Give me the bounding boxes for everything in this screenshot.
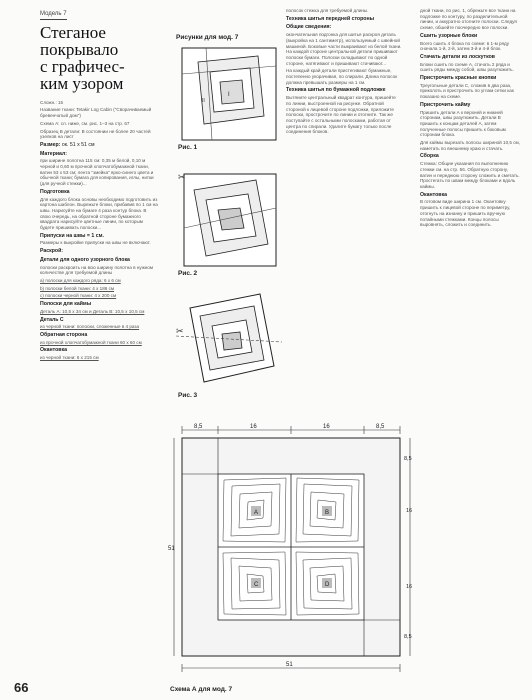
detail-c-text: из черной ткани: полоски, сложенные в 4 раза (40, 324, 140, 330)
figure-2-label: Рис. 2 (178, 270, 198, 277)
dim-top-1: 8,5 (194, 424, 203, 430)
cut-text: b) полоски белой ткани: 4 х 186 см (40, 285, 115, 291)
figure-3-diagram (176, 286, 282, 394)
dim-top-2: 16 (250, 424, 257, 430)
paper-text: Вытяните центральный квадрат контура, пришейте по линии, выстроенной на рисунке. Обратной стороной к лицевой стороне подложки, приложите полоски, прострочите по линии и отогните. Так же поступайте с остальными полосками, работая от центра по спирали. Удалите бумагу только после соединения блоков. (286, 95, 396, 135)
binding-text: В готовом виде ширина 1 см. Окантовку пришить к лицевой стороне по периметру, отогнуть на изнанку и пришить вручную потайными стежками. Концы полосы выровнять, сложить и соединить. (420, 199, 511, 228)
cut-text: полоски раскроить на всю ширину полотна в нужном количестве для требуемой длины (40, 264, 154, 276)
dim-left: 51 (168, 546, 175, 552)
blocks-heading: Сшить узорные блоки (420, 32, 478, 39)
border-text: Пришить детали А к верхней и нижней сторонам, швы разутюжить. Детали В пришить к концам деталей А, затем полученные полосы пришить к боковым сторонам блока. (420, 109, 506, 138)
edging-heading: Окантовка (40, 347, 67, 354)
dim-top-4: 8,5 (376, 424, 385, 430)
dim-side-1: 8,5 (404, 456, 412, 462)
block-label-c: C (254, 582, 259, 588)
border-text-2: Для каймы вырезать полосы шириной 10,5 см, наметать по внешнему краю и стачать. (420, 140, 520, 151)
join-heading: Стачать детали из лоскутков (420, 53, 495, 60)
backing-text: из прочной хлопчатобумажной ткани 60 х 60 см (40, 339, 142, 345)
join-text: Блоки сшить по схеме А, стачать 2 ряда и сшить ряды между собой, швы разутюжить. (420, 61, 514, 73)
continued-text: полосок стежка для требуемой длины. (286, 8, 369, 13)
assembly-heading: Сборка (420, 153, 439, 160)
border-heading: Пристрочить кайму (420, 101, 471, 108)
detail-c-heading: Деталь С (40, 316, 64, 323)
block-label-a: A (254, 510, 259, 516)
binding-heading: Окантовка (420, 191, 447, 198)
block-label-b: B (325, 510, 330, 516)
svg-text:II: II (202, 98, 205, 104)
allowance-text: Размеры к выкройке припуски на швы не включают. (40, 240, 151, 246)
figure-1-label: Рис. 1 (178, 144, 198, 151)
svg-text:✂: ✂ (178, 172, 186, 182)
text-column-right (420, 8, 520, 230)
dim-bottom: 51 (286, 662, 293, 668)
front-text-2: На каждый край детали пристегивают бумажные, постепенно укорачивая, по спирали. Длина полосок должна превышать размеры на 1 см. (286, 68, 398, 85)
dim-side-3: 16 (406, 584, 413, 590)
red-heading: Пристрочить красные кнопки (420, 75, 497, 82)
intro-line: Сложн.: 15 (40, 99, 64, 105)
intro-line: Схема А: сл. ниже, см. рис. 1–3 на стр. 67 (40, 120, 130, 126)
edging-text: из черной ткани: 6 х 215 см (40, 355, 99, 361)
svg-text:I: I (228, 92, 230, 98)
page-number: 66 (14, 680, 29, 695)
prep-text: Для каждого блока основы необходимо подготовить из картона шаблон. Вырежьте блоки, прибавив по 1 см на швы. Нарисуйте на бумаге 4 раза контур блока. В свою очередь, на обратной стороне бумажного квадрата нарисуйте цветные линии, по которым будете пришивать полоски... (40, 196, 158, 231)
prep-heading: Подготовка (40, 188, 70, 195)
svg-text:✂: ✂ (176, 326, 184, 336)
assembly-text: Стежка: Общие указания по выполнению стежки см. на стр. 56. Обратную сторону, ватин и переднюю сторону сложить и сметать. Простегать по швам между блоками и вдоль каймы. (420, 161, 520, 189)
dim-top-3: 16 (323, 424, 330, 430)
figure-1-diagram (176, 44, 282, 144)
cut-text: c) полоски черной ткани: 4 х 200 см (40, 293, 117, 299)
model-label: Модель 7 (40, 12, 158, 20)
article-title: Стеганое покрывало с графичес- ким узором (40, 22, 125, 93)
front-text: окончательная подгонка для шитья раскроя деталь (выкройка на 1 сантиметр), используемый с швейной машиной. Боковые части выкраивают из белой ткани. На каждой стороне центральной детали пришивают полоски бумаги. Полоски складывают по одной стороне, натягивают и пришивают стачивают... (286, 32, 402, 66)
intro-line: Название ткани: Tetakir Log Cabin ("Сворачиваемый бревенчатый дом") (40, 107, 152, 119)
front-heading: Техника шитья передней стороны (286, 15, 375, 22)
intro-line: Образец В детали: В состоянии не более 20 частей узелков на лист (40, 128, 151, 140)
cut-text: a) полоски для каждого ряда: 6 х 6 см (40, 277, 121, 283)
text-column-left (40, 8, 158, 363)
figure-2-diagram (176, 168, 282, 272)
allowance-heading: Припуски на швы = 1 см. (40, 232, 104, 239)
figures-heading: Рисунки для мод. 7 (176, 34, 239, 41)
cut-heading: Раскрой: (40, 248, 64, 255)
dim-side-4: 8,5 (404, 634, 412, 640)
front-subheading: Общие сведения: (286, 24, 332, 31)
backing-heading: Обратная сторона (40, 331, 88, 338)
cut-subheading: Детали для одного узорного блока (40, 256, 130, 263)
strips-text: Деталь А: 10,5 х 34 см и Деталь В: 10,5 х 10,5 см (40, 308, 145, 314)
dim-side-2: 16 (406, 508, 413, 514)
blocks-text: Всего сшить 4 блока по схеме: в 1-м ряду сначала 1-й, 2-й, затем 3-й и 4-й блок. (420, 40, 510, 52)
scheme-a-diagram (168, 420, 418, 684)
paper-heading: Техника шитья по бумажной подложке (286, 87, 386, 94)
figure-3-label: Рис. 3 (178, 392, 198, 399)
material-heading: Материал: (40, 150, 67, 157)
material-text: при ширине полотна 115 см: 0,35 м белой, 0,10 м черной и 0,60 м прочной хлопчатобумажной ткани, ватин 53 х 53 см; лента "змейка" ярко-синего цвета и обычной ткани; бумага для копирования, иглы, нитки (для ручной стежки)... (40, 158, 154, 187)
size-heading: Размер: ок. 51 х 51 см (40, 141, 95, 148)
continued-text: дной ткани, по рис. 1, обрежьте все ткани на подложке по контуру, по разделительной линии, и аккуратно отогните полоски. Следуя схеме, обшейте поочередно все полоски. (420, 8, 517, 31)
scheme-title: Схема А для мод. 7 (170, 686, 233, 693)
block-label-d: D (325, 582, 330, 588)
text-column-middle (286, 8, 402, 137)
strips-heading: Полоски для каймы (40, 301, 92, 308)
red-text: Треугольные детали С, сложив в два раза, приколоть и пристрочить по углам сетки как показано на схеме. (420, 82, 514, 100)
